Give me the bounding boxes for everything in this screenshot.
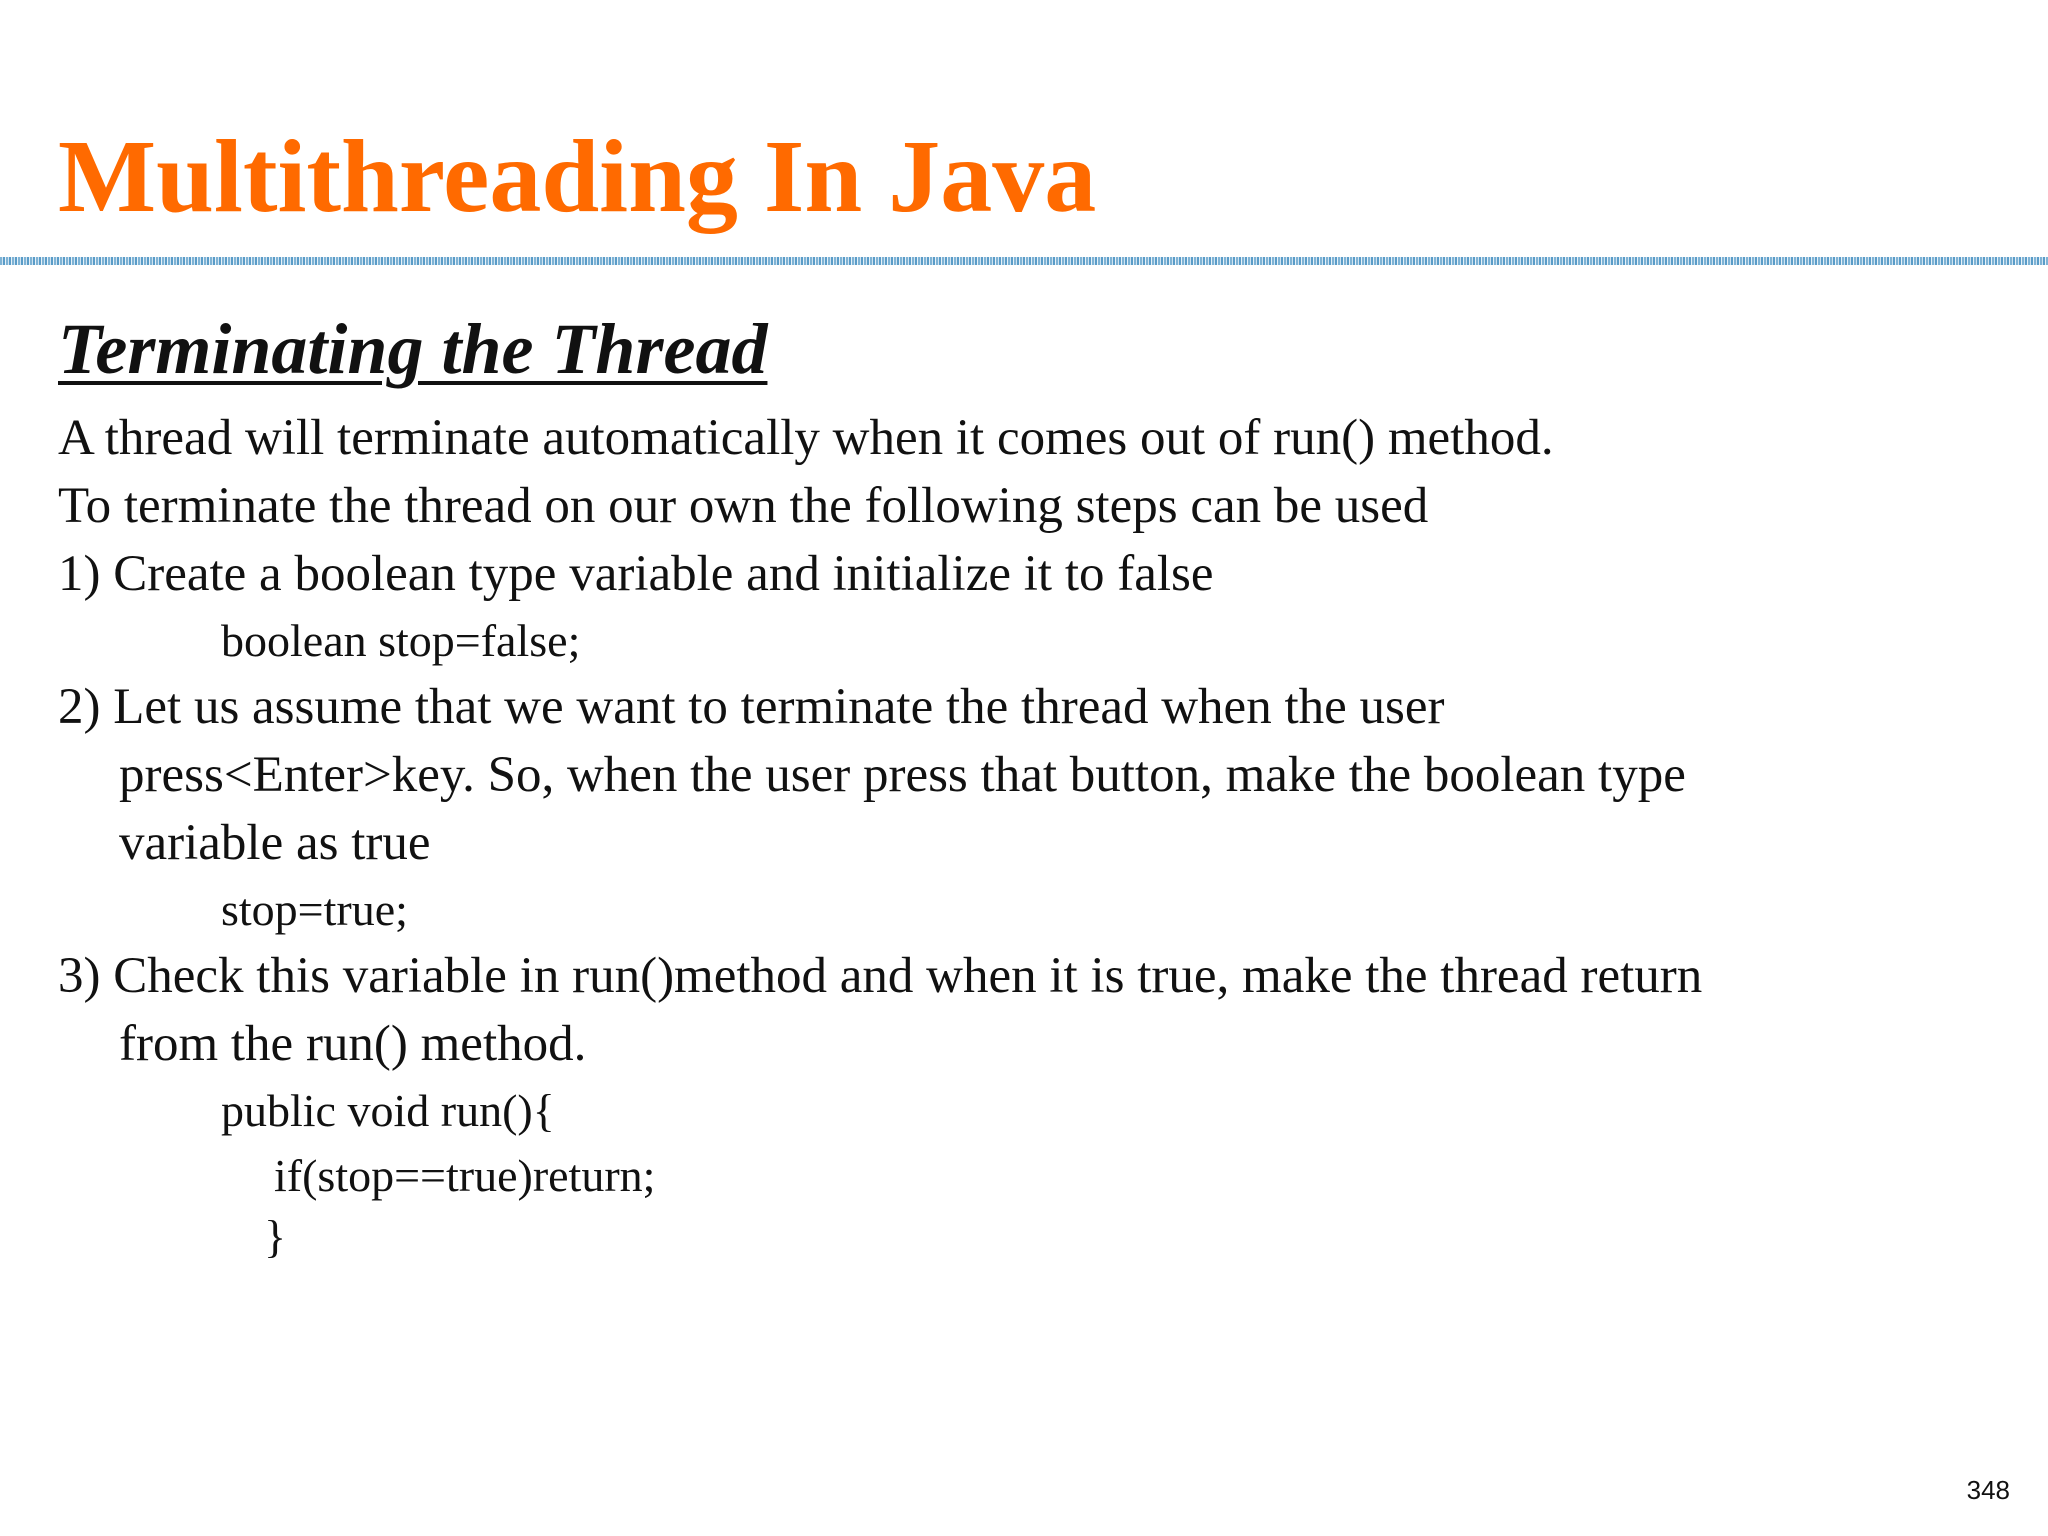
code-line: public void run(){ bbox=[221, 1085, 555, 1136]
decorative-divider bbox=[0, 257, 2048, 265]
step-2-text: 2) Let us assume that we want to terminate the thread when the user bbox=[58, 679, 1445, 735]
slide-title: Multithreading In Java bbox=[58, 119, 1097, 234]
step-3-text: from the run() method. bbox=[119, 1016, 587, 1072]
body-line: To terminate the thread on our own the following steps can be used bbox=[58, 478, 1429, 534]
page-number: 348 bbox=[1966, 1475, 2010, 1505]
step-2-text: press<Enter>key. So, when the user press that button, make the boolean type bbox=[119, 747, 1686, 803]
code-line: if(stop==true)return; bbox=[274, 1150, 656, 1201]
code-line: stop=true; bbox=[221, 884, 408, 935]
step-2-text: variable as true bbox=[119, 815, 431, 871]
step-3-text: 3) Check this variable in run()method and when it is true, make the thread return bbox=[58, 948, 1703, 1004]
body-line: A thread will terminate automatically when it comes out of run() method. bbox=[58, 410, 1554, 466]
slide-body bbox=[58, 404, 1988, 1266]
section-heading: Terminating the Thread bbox=[58, 309, 768, 389]
step-1-text: 1) Create a boolean type variable and initialize it to false bbox=[58, 546, 1214, 602]
code-line: boolean stop=false; bbox=[221, 615, 581, 666]
code-line: } bbox=[264, 1211, 287, 1262]
